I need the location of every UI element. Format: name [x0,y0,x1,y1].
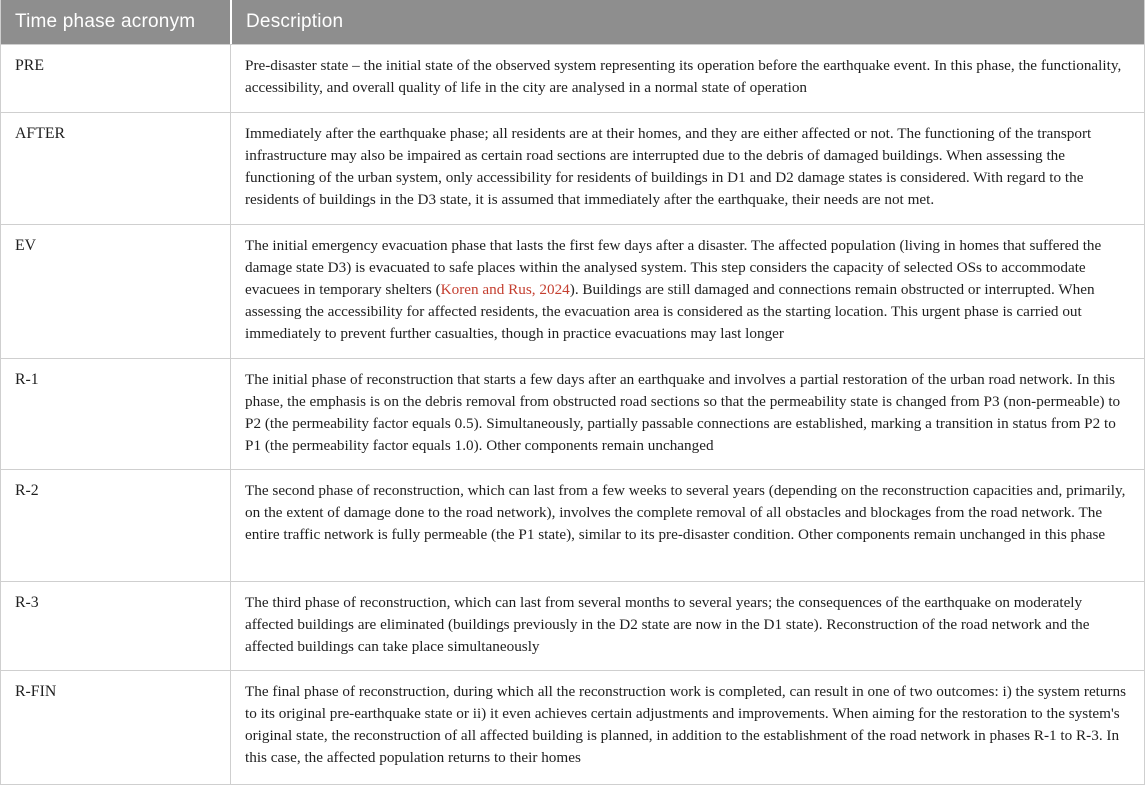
table-row [1,469,1144,581]
description-text: The initial emergency evacuation phase that lasts the first few days after a disaster. The affected population (living in homes that suffered the damage state D3) is evacuated to safe places within the analysed system. This step considers the capacity of selected OSs to accommodate evacuees in temporary shelters ( [245,237,1102,298]
description-cell: The initial phase of reconstruction that starts a few days after an earthquake and involves a partial restoration of the urban road network. In this phase, the emphasis is on the debris removal from obstructed road sections so that the permeability state is changed from P3 (non-permeable) to P2 (the permeability factor equals 0.5). Simultaneously, partially passable connections are established, marking a transition in status from P2 to P1 (the permeability factor equals 1.0). Other components remain unchanged [245,371,1121,454]
table-row [1,224,1144,358]
citation-link[interactable]: Koren and Rus, 2024 [440,281,570,298]
description-cell: The second phase of reconstruction, which can last from a few weeks to several years (depending on the reconstruction capacities and, primarily, on the extent of damage done to the road network), involves the complete removal of all obstacles and blockages from the road network. The entire traffic network is fully permeable (the P1 state), similar to its pre-disaster condition. Other components remain unchanged in this phase [245,482,1126,543]
table-row [1,44,1144,112]
acronym-cell: R-3 [1,582,231,670]
description-cell: The third phase of reconstruction, which can last from several months to several years; the consequences of the earthquake on moderately affected buildings are eliminated (buildings previously in the D2 state are now in the D1 state). Reconstruction of the road network and the affected buildings can take place simultaneously [245,594,1090,655]
header-acronym: Time phase acronym [1,0,230,44]
table-row [1,670,1144,784]
acronym-cell: EV [1,225,231,358]
header-description: Description [232,0,1144,44]
description-text: ). Buildings are still damaged and connections remain obstructed or interrupted. When assessing the accessibility for affected residents, the evacuation area is considered as the starting location. This urgent phase is carried out immediately to prevent further casualties, though in practice evacuations may last longer [245,281,1095,342]
acronym-cell: PRE [1,45,231,112]
acronym-cell: AFTER [1,113,231,224]
description-cell: The final phase of reconstruction, during which all the reconstruction work is completed, can result in one of two outcomes: i) the system returns to its original pre-earthquake state or ii) it even achieves certain adjustments and improvements. When aiming for the restoration to the system's original state, the reconstruction of all affected building is planned, in addition to the establishment of the road network in phases R-1 to R-3. In this case, the affected population returns to their homes [245,683,1127,766]
description-cell: Immediately after the earthquake phase; all residents are at their homes, and they are either affected or not. The functioning of the transport infrastructure may also be impaired as certain road sections are interrupted due to the debris of damaged buildings. When assessing the functioning of the urban system, only accessibility for residents of buildings in D1 and D2 damage states is considered. With regard to the residents of buildings in the D3 state, it is assumed that immediately after the earthquake, their needs are not met. [245,125,1092,208]
table-header [1,0,1144,44]
table-row [1,581,1144,670]
acronym-cell: R-1 [1,359,231,469]
description-cell: Pre-disaster state – the initial state of the observed system representing its operation before the earthquake event. In this phase, the functionality, accessibility, and overall quality of life in the city are analysed in a normal state of operation [245,57,1122,96]
table-row [1,358,1144,469]
table-row [1,112,1144,224]
description-cell [231,225,1144,358]
acronym-cell: R-2 [1,470,231,581]
acronym-cell: R-FIN [1,671,231,784]
